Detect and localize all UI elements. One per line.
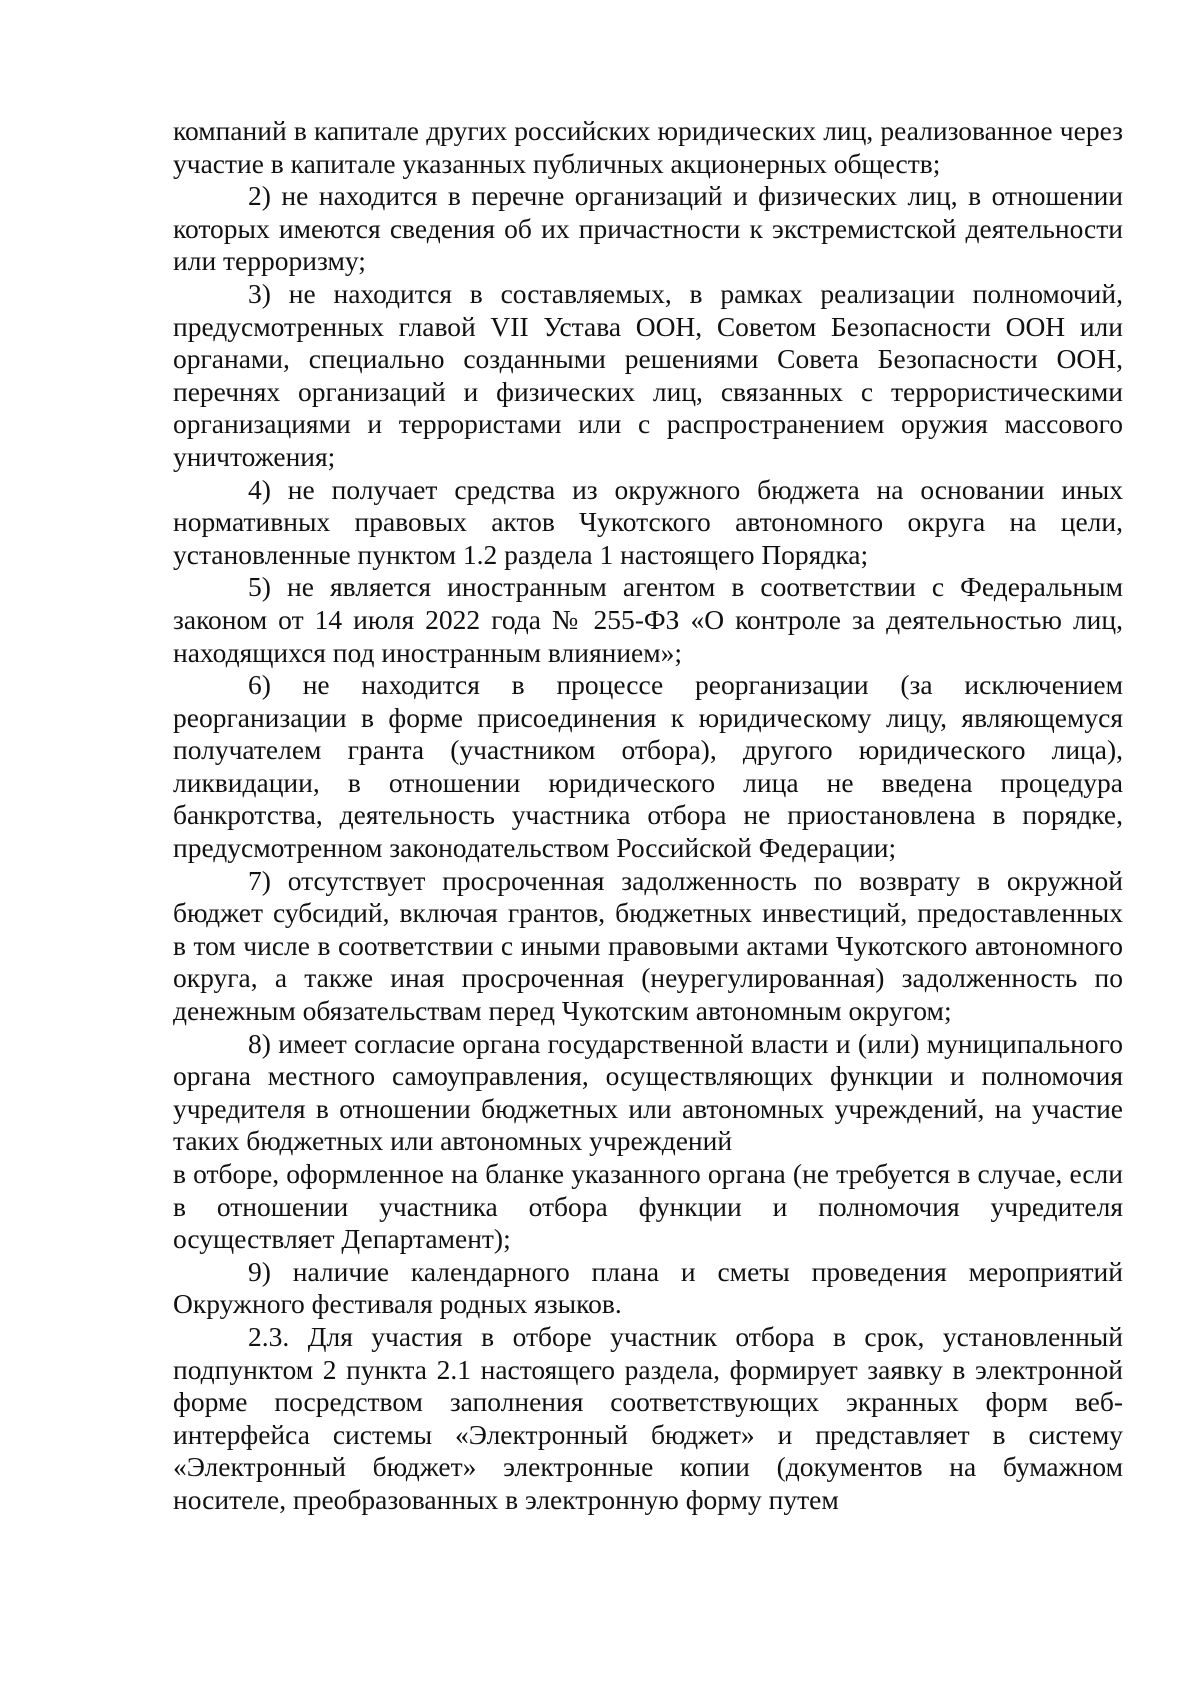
paragraph-item-9: 9) наличие календарного плана и сметы проведения мероприятий Окружного фестиваля родных языков.: [173, 1255, 1123, 1320]
paragraph-item-6: 6) не находится в процессе реорганизации (за исключением реорганизации в форме присоединения к юридическому лицу, являющемуся получателем гранта (участником отбора), другого юридического лица), ликвидации, в отношении юридического лица не введена процедура банкротства, деятельность участника отбора не приостановлена в порядке, предусмотренном законодательством Российской Федерации;: [173, 669, 1123, 864]
paragraph-item-3: 3) не находится в составляемых, в рамках реализации полномочий, предусмотренных главой VII Устава ООН, Советом Безопасности ООН или органами, специально созданными решениями Совета Безопасности ООН, перечнях организаций и физических лиц, связанных с террористическими организациями и террористами или с распространением оружия массового уничтожения;: [173, 277, 1123, 472]
paragraph-item-8: 8) имеет согласие органа государственной власти и (или) муниципального органа местного самоуправления, осуществляющих функции и полномочия учредителя в отношении бюджетных или автономных учреждений, на участие таких бюджетных или автономных учреждений: [173, 1027, 1123, 1157]
paragraph-item-8-continuation: в отборе, оформленное на бланке указанного органа (не требуется в случае, если в отношении участника отбора функции и полномочия учредителя осуществляет Департамент);: [173, 1158, 1123, 1255]
paragraph-section-2-3: 2.3. Для участия в отборе участник отбора в срок, установленный подпунктом 2 пункта 2.1 настоящего раздела, формирует заявку в электронной форме посредством заполнения соответствующих экранных форм веб-интерфейса системы «Электронный бюджет» и представляет в систему «Электронный бюджет» электронные копии (документов на бумажном носителе, преобразованных в электронную форму путем: [173, 1320, 1123, 1515]
paragraph-item-4: 4) не получает средства из окружного бюджета на основании иных нормативных правовых актов Чукотского автономного округа на цели, установленные пунктом 1.2 раздела 1 настоящего Порядка;: [173, 473, 1123, 570]
document-page: [173, 115, 1123, 1517]
paragraph-continuation: компаний в капитале других российских юридических лиц, реализованное через участие в капитале указанных публичных акционерных обществ;: [173, 115, 1123, 179]
paragraph-item-7: 7) отсутствует просроченная задолженность по возврату в окружной бюджет субсидий, включая грантов, бюджетных инвестиций, предоставленных в том числе в соответствии с иными правовыми актами Чукотского автономного округа, а также иная просроченная (неурегулированная) задолженность по денежным обязательствам перед Чукотским автономным округом;: [173, 864, 1123, 1027]
paragraph-item-2: 2) не находится в перечне организаций и физических лиц, в отношении которых имеются сведения об их причастности к экстремистской деятельности или терроризму;: [173, 180, 1123, 277]
paragraph-item-5: 5) не является иностранным агентом в соответствии с Федеральным законом от 14 июля 2022 года № 255-ФЗ «О контроле за деятельностью лиц, находящихся под иностранным влиянием»;: [173, 571, 1123, 668]
